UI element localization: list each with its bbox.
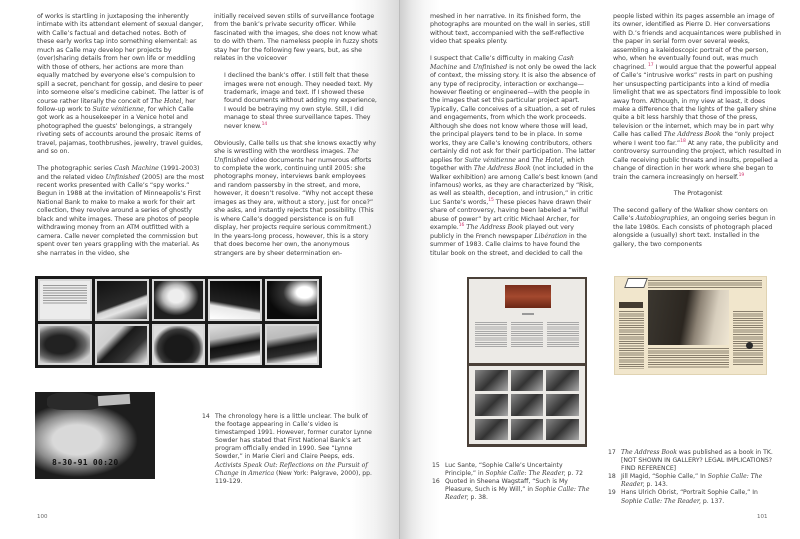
photo-thumbnail bbox=[95, 324, 149, 366]
text-block bbox=[733, 311, 763, 366]
paragraph: initially received seven stills of surveillance footage from the bank’s private security officer. While fascinated with the images, she does not know what to do with them. The nameless people in fuzzy shots stay her for the following few years, but, as she relates in the voiceover bbox=[214, 13, 378, 63]
footnote-marker[interactable]: 19 bbox=[738, 172, 745, 178]
text-block bbox=[648, 348, 729, 368]
footnote: 19 Hans Ulrich Obrist, “Portrait Sophie Calle,” In Sophie Calle: The Reader, p. 137. bbox=[608, 489, 758, 505]
right-page bbox=[400, 0, 800, 539]
photo-thumbnail bbox=[475, 370, 508, 391]
photo-thumbnail bbox=[208, 279, 262, 321]
text-block bbox=[511, 322, 543, 348]
newspaper-logo bbox=[624, 278, 648, 288]
footnote-marker[interactable]: 18 bbox=[680, 138, 686, 144]
text-block bbox=[648, 280, 762, 288]
block-quote: I declined the bank’s offer. I still felt that these images were not enough. They needed text. My trademark, image and text. If I showed these found documents without adding my experience, I would be betraying my own style. Still, I did manage to steal three surveillance tapes. They never knew.$^{14}$ bbox=[224, 72, 377, 130]
photo-thumbnail bbox=[511, 419, 544, 440]
footnote: 14 The chronology here is a little unclear. The bulk of the footage appearing in Calle’s video is timestamped 1991. However, former curator Lynne Sowder has stated that First National Bank’s art program officially ended in 1990. See “Lynne Sowder,” in Marie Cieri and Claire Peeps, eds. Activists Speak Out: Reflections on the Pursuit of Change in America (New York: Palgrave, 2000), pp. 119-129. bbox=[202, 413, 372, 485]
surveillance-video-still bbox=[35, 392, 155, 479]
photo-thumbnail bbox=[208, 324, 262, 366]
paragraph: Obviously, Calle tells us that she knows exactly why she is wrestling with the wordless images. The Unfinished video documents her numerous efforts to complete the work, continuing until 2005: she photographs money, interviews bank employees and random passersby in the street, and more, however, it doesn’t resolve. “Why not accept these images as they are, without a story, just for once?” she asks, and instantly rejects that possibility. (This is where Calle’s dogged persistence is on full display, her projects require serious commitment.) In the years-long process, however, this is a story that does become her own, the anonymous strangers are by sheer determination en- bbox=[214, 139, 376, 257]
photo-thumbnail bbox=[152, 279, 206, 321]
right-page-column-2 bbox=[613, 13, 783, 258]
footnote: 15 Luc Sante, “Sophie Calle’s Uncertainty Principle,” in Sophie Calle: The Reader, p. 72 bbox=[432, 462, 583, 478]
right-page-footnotes-right bbox=[608, 449, 778, 506]
photo-thumbnail bbox=[265, 279, 319, 321]
left-page-column-1 bbox=[37, 13, 205, 266]
page-number: 100 bbox=[37, 514, 48, 520]
photo-thumbnail bbox=[475, 419, 508, 440]
cash-machine-photo-grid bbox=[35, 276, 322, 368]
photo-thumbnail bbox=[546, 419, 579, 440]
paragraph: of works is startling in juxtaposing the inherently intimate with its attendant element of sexual danger, with Calle’s factual and detached notes. Both of these early works tap into something elemental: as much as Calle may develop her projects by (over)sharing details from her own life or meddling with those of others, her actions are more than equally matched by everyone else’s compulsion to spill a secret, penchant for gossip, and desire to peer into someone else’s medicine cabinet. The latter is of course rather literally the conceit of The Hotel, her follow-up work to Suite vénitienne, for which Calle got work as a housekeeper in a Venice hotel and photographed the guests’ belongings, a strangely riveting sets of accounts around the prosaic items of travel, pajamas, toothbrushes, jewelry, travel guides, and so on. bbox=[37, 13, 204, 156]
photo-thumbnail bbox=[38, 324, 92, 366]
footnote-marker[interactable]: 17 bbox=[647, 62, 654, 68]
photo-detail bbox=[47, 392, 102, 410]
footnote-marker[interactable]: 16 bbox=[458, 223, 465, 229]
left-page-column-2 bbox=[214, 13, 378, 266]
footnote-marker[interactable]: 14 bbox=[261, 121, 268, 127]
text-block bbox=[475, 322, 507, 348]
address-book-installation-image bbox=[467, 277, 587, 447]
address-book-top-panel bbox=[469, 279, 585, 363]
photo-detail bbox=[98, 394, 131, 406]
footnote: 17 The Address Book was published as a book in TK. [NOT SHOWN IN GALLERY? LEGAL IMPLICATIONS? FIND REFERENCE] bbox=[608, 449, 773, 473]
text-block bbox=[619, 311, 644, 369]
photo-thumbnail bbox=[95, 279, 149, 321]
caption-line bbox=[522, 313, 534, 315]
footnote-marker[interactable]: 15 bbox=[488, 197, 494, 203]
left-page-footnotes bbox=[202, 413, 372, 486]
paragraph: The second gallery of the Walker show centers on Calle’s Autobiographies, an ongoing series begun in the late 1980s. Each consists of photograph placed alongside a (usually) short text. Installed in the gallery, the two components bbox=[613, 206, 776, 248]
video-timestamp: 8-30-91 00:20 bbox=[52, 458, 119, 467]
photo-detail bbox=[505, 285, 551, 308]
right-page-column-1 bbox=[430, 13, 598, 266]
photo-thumbnail bbox=[475, 394, 508, 415]
footnote: 16 Quoted in Sheena Wagstaff, “Such is My Pleasure, Such is My Will,” in Sophie Calle: The Reader, p. 38. bbox=[432, 478, 590, 502]
photo-thumbnail bbox=[511, 370, 544, 391]
photo-thumbnail bbox=[546, 394, 579, 415]
photo-thumbnail bbox=[38, 279, 92, 321]
headline-block bbox=[619, 302, 643, 308]
address-book-photo-grid bbox=[469, 366, 585, 444]
photo-thumbnail bbox=[265, 324, 319, 366]
badge-icon bbox=[746, 342, 753, 349]
right-page-footnotes-left bbox=[432, 462, 592, 502]
section-heading: The Protagonist bbox=[673, 190, 723, 198]
paragraph: I suspect that Calle’s difficulty in making Cash Machine and Unfinished is not only be owed the lack of context, the missing story. It is also the absence of any type of reciprocity, interaction or exchange—however fleeting or engineered—with the people in the images that set this particular project apart. Typically, Calle conceives of a situation, a set of rules and engagements, from which the work proceeds. Although she does not know where those will lead, the principal players tend to be in place. In some works, they are Calle’s knowing contributors, others certainly did not ask for their participation. The latter applies for Suite vénitienne and The Hotel, which together with The Address Book (not included in the Walker exhibition) are among Calle’s best known (and infamous) works, as they are characterized by “Risk, as well as stealth, deception, and intrusion,” in critic Luc Sante’s words,$^{15}$ These pieces have drawn their share of controversy, having been labeled a “wilful abuse of power” by art critic Michael Archer, for example.$^{16}$ The Address Book played out very publicly in the French newspaper Libération in the summer of 1983. Calle claims to have found the titular book on the street, and decided to call the bbox=[430, 55, 598, 257]
page-number: 101 bbox=[757, 514, 768, 520]
photo-thumbnail bbox=[546, 370, 579, 391]
photo-thumbnail bbox=[511, 394, 544, 415]
text-block bbox=[547, 322, 579, 348]
photo-thumbnail bbox=[152, 324, 206, 366]
news-photo bbox=[648, 290, 729, 345]
paragraph: The photographic series Cash Machine (1991-2003) and the related video Unfinished (2005) are the most recent works presented with Calle’s “spy works.” Begun in 1988 at the invitation of Minneapolis’s First National Bank to make to make a work for their art collection, they revolve around a series of ghostly black and white images. These are photos of people withdrawing money from an ATM outfitted with a camera. Calle never completed the commission but spent over ten years grappling with the material. As she narrates in the video, she bbox=[37, 165, 205, 257]
liberation-newspaper-clipping bbox=[614, 276, 767, 375]
footnote: 18 Jill Magid, “Sophie Calle,” In Sophie Calle: The Reader, p. 143. bbox=[608, 473, 763, 489]
paragraph: people listed within its pages assemble an image of its owner, identified as Pierre D. Her conversations with D.’s friends and acquaintances were published in the paper in serial form over several weeks, assembling a kaleidoscopic portrait of the person, who, when he eventually found out, was much chagrined. $^{17}$ I would argue that the powerful appeal of Calle’s “intrusive works” rests in part on pushing her unsuspecting participants into a kind of media limelight that we as spectators find impossible to look away from. Although, in my view at least, it does make a difference that the lights of the gallery shine quite a bit less harshly that those of the press, television or the internet, which may be in part why Calle has called The Address Book the “only project where I went too far.”$^{18}$ At any rate, the publicity and controversy surrounding the project, which resulted in Calle receiving public threats and insults, propelled a change of direction in her work where she began to train the camera increasingly on herself.$^{19}$ bbox=[613, 13, 782, 181]
paragraph: meshed in her narrative. In its finished form, the photographs are mounted on the wall in series, still without text, accompanied with the self-reflective video that speaks plenty. bbox=[430, 13, 590, 46]
